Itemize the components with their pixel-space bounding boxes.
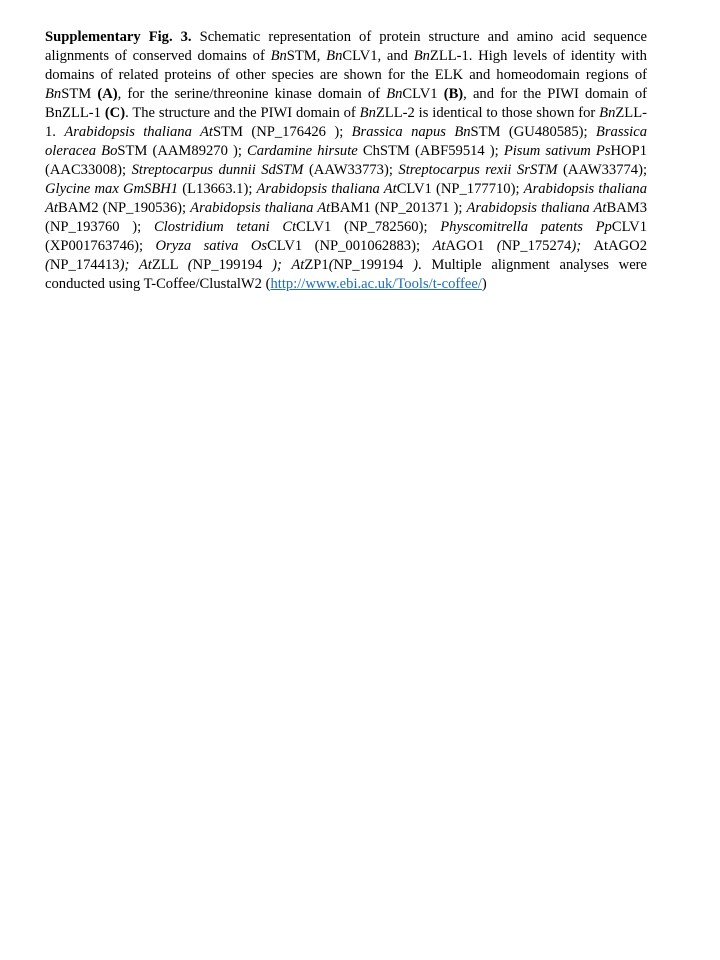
caption-text: ( <box>328 257 334 273</box>
caption-text: ChSTM (ABF59514 ); <box>357 143 504 159</box>
caption-text: . Multiple alignment analyses were conducted using T-Coffee/ClustalW2 ( <box>45 257 648 292</box>
caption-text: CLV1 (NP_001062883); <box>267 238 433 254</box>
caption-text: STM <box>61 86 98 102</box>
caption-text: BAM1 (NP_201371 ); <box>330 200 467 216</box>
caption-text: ); <box>571 238 594 254</box>
species-name: At <box>291 257 305 273</box>
species-name: Physcomitrella patents Pp <box>440 219 612 235</box>
t-coffee-link[interactable]: http://www.ebi.ac.uk/Tools/t-coffee/ <box>270 276 482 292</box>
caption-text: CLV1 (NP_177710); <box>396 181 524 197</box>
caption-text: ( <box>45 257 50 273</box>
caption-text: Bn <box>386 86 403 102</box>
caption-text: , for the serine/threonine kinase domain of <box>117 86 387 102</box>
species-name: Cardamine hirsute <box>246 143 358 159</box>
caption-text: AGO1 <box>445 238 497 254</box>
caption-text: (AAW33774); <box>557 162 648 178</box>
caption-text: Schematic representation of protein structure and amino acid sequence alignments of conserved domains of <box>45 29 647 64</box>
caption-text: ZP1 <box>304 257 329 273</box>
caption-text: Bn <box>326 48 343 64</box>
caption-text: ) <box>481 276 487 292</box>
caption-text: NP_174413 <box>49 257 120 273</box>
caption-text: ZLL-1. <box>45 105 647 140</box>
species-name: Brassica napus Bn <box>351 124 471 140</box>
caption-text: ); <box>119 257 139 273</box>
species-name: Pisum sativum Ps <box>503 143 611 159</box>
species-name: At <box>138 257 152 273</box>
caption-text: Bn <box>413 48 430 64</box>
species-name: At <box>432 238 446 254</box>
species-name: Arabidopsis thaliana At <box>45 181 647 216</box>
panel-label-c: (C) <box>104 105 126 121</box>
species-name: Arabidopsis thaliana At <box>466 200 607 216</box>
caption-text: Bn <box>359 105 376 121</box>
caption-text: ZLL <box>151 257 188 273</box>
caption-text: ( <box>187 257 193 273</box>
panel-label-b: (B) <box>443 86 464 102</box>
caption-text: STM, <box>286 48 327 64</box>
caption-text: STM (NP_176426 ); <box>212 124 352 140</box>
caption-text: (L13663.1); <box>178 181 257 197</box>
caption-text: Bn <box>45 86 62 102</box>
caption-text: STM (GU480585); <box>470 124 596 140</box>
caption-text: NP_175274 <box>501 238 572 254</box>
caption-text: STM (AAM89270 ); <box>117 143 247 159</box>
species-name: Brassica oleracea Bo <box>45 124 647 159</box>
caption-text: CLV1 (NP_782560); <box>296 219 441 235</box>
caption-text: Bn <box>270 48 287 64</box>
panel-label-a: (A) <box>97 86 118 102</box>
species-name: Glycine max GmSBH1 <box>45 181 179 197</box>
caption-label: Supplementary Fig. 3. <box>45 29 192 45</box>
caption-text: ( <box>496 238 502 254</box>
caption-text: ZLL-2 is identical to those shown for <box>375 105 600 121</box>
caption-text: ZLL-1. High levels of identity with domains of related proteins of other species are shown for the ELK and homeodomain regions of <box>45 48 647 83</box>
species-name: Clostridium tetani Ct <box>153 219 297 235</box>
caption-text: AtAGO2 <box>593 238 647 254</box>
caption-text: CLV1 <box>402 86 444 102</box>
figure-caption <box>45 28 647 294</box>
caption-text: NP_199194 <box>333 257 414 273</box>
caption-text: CLV1 (XP001763746); <box>45 219 648 254</box>
caption-text: HOP1 (AAC33008); <box>45 143 647 178</box>
species-name: Arabidopsis thaliana At <box>256 181 397 197</box>
caption-text: Bn <box>599 105 616 121</box>
caption-text: , and for the PIWI domain of BnZLL-1 <box>45 86 648 121</box>
species-name: Arabidopsis thaliana At <box>64 124 213 140</box>
caption-text: (AAW33773); <box>303 162 399 178</box>
caption-text: BAM2 (NP_190536); <box>57 200 191 216</box>
caption-text: ) <box>413 257 418 273</box>
species-name: Arabidopsis thaliana At <box>190 200 331 216</box>
species-name: Streptocarpus dunnii SdSTM <box>131 162 304 178</box>
caption-text: BAM3 (NP_193760 ); <box>45 200 648 235</box>
caption-text: NP_199194 <box>192 257 273 273</box>
species-name: Streptocarpus rexii SrSTM <box>398 162 558 178</box>
species-name: Oryza sativa Os <box>155 238 268 254</box>
caption-text: CLV1, and <box>342 48 414 64</box>
caption-text: . The structure and the PIWI domain of <box>125 105 360 121</box>
caption-text: ); <box>272 257 292 273</box>
